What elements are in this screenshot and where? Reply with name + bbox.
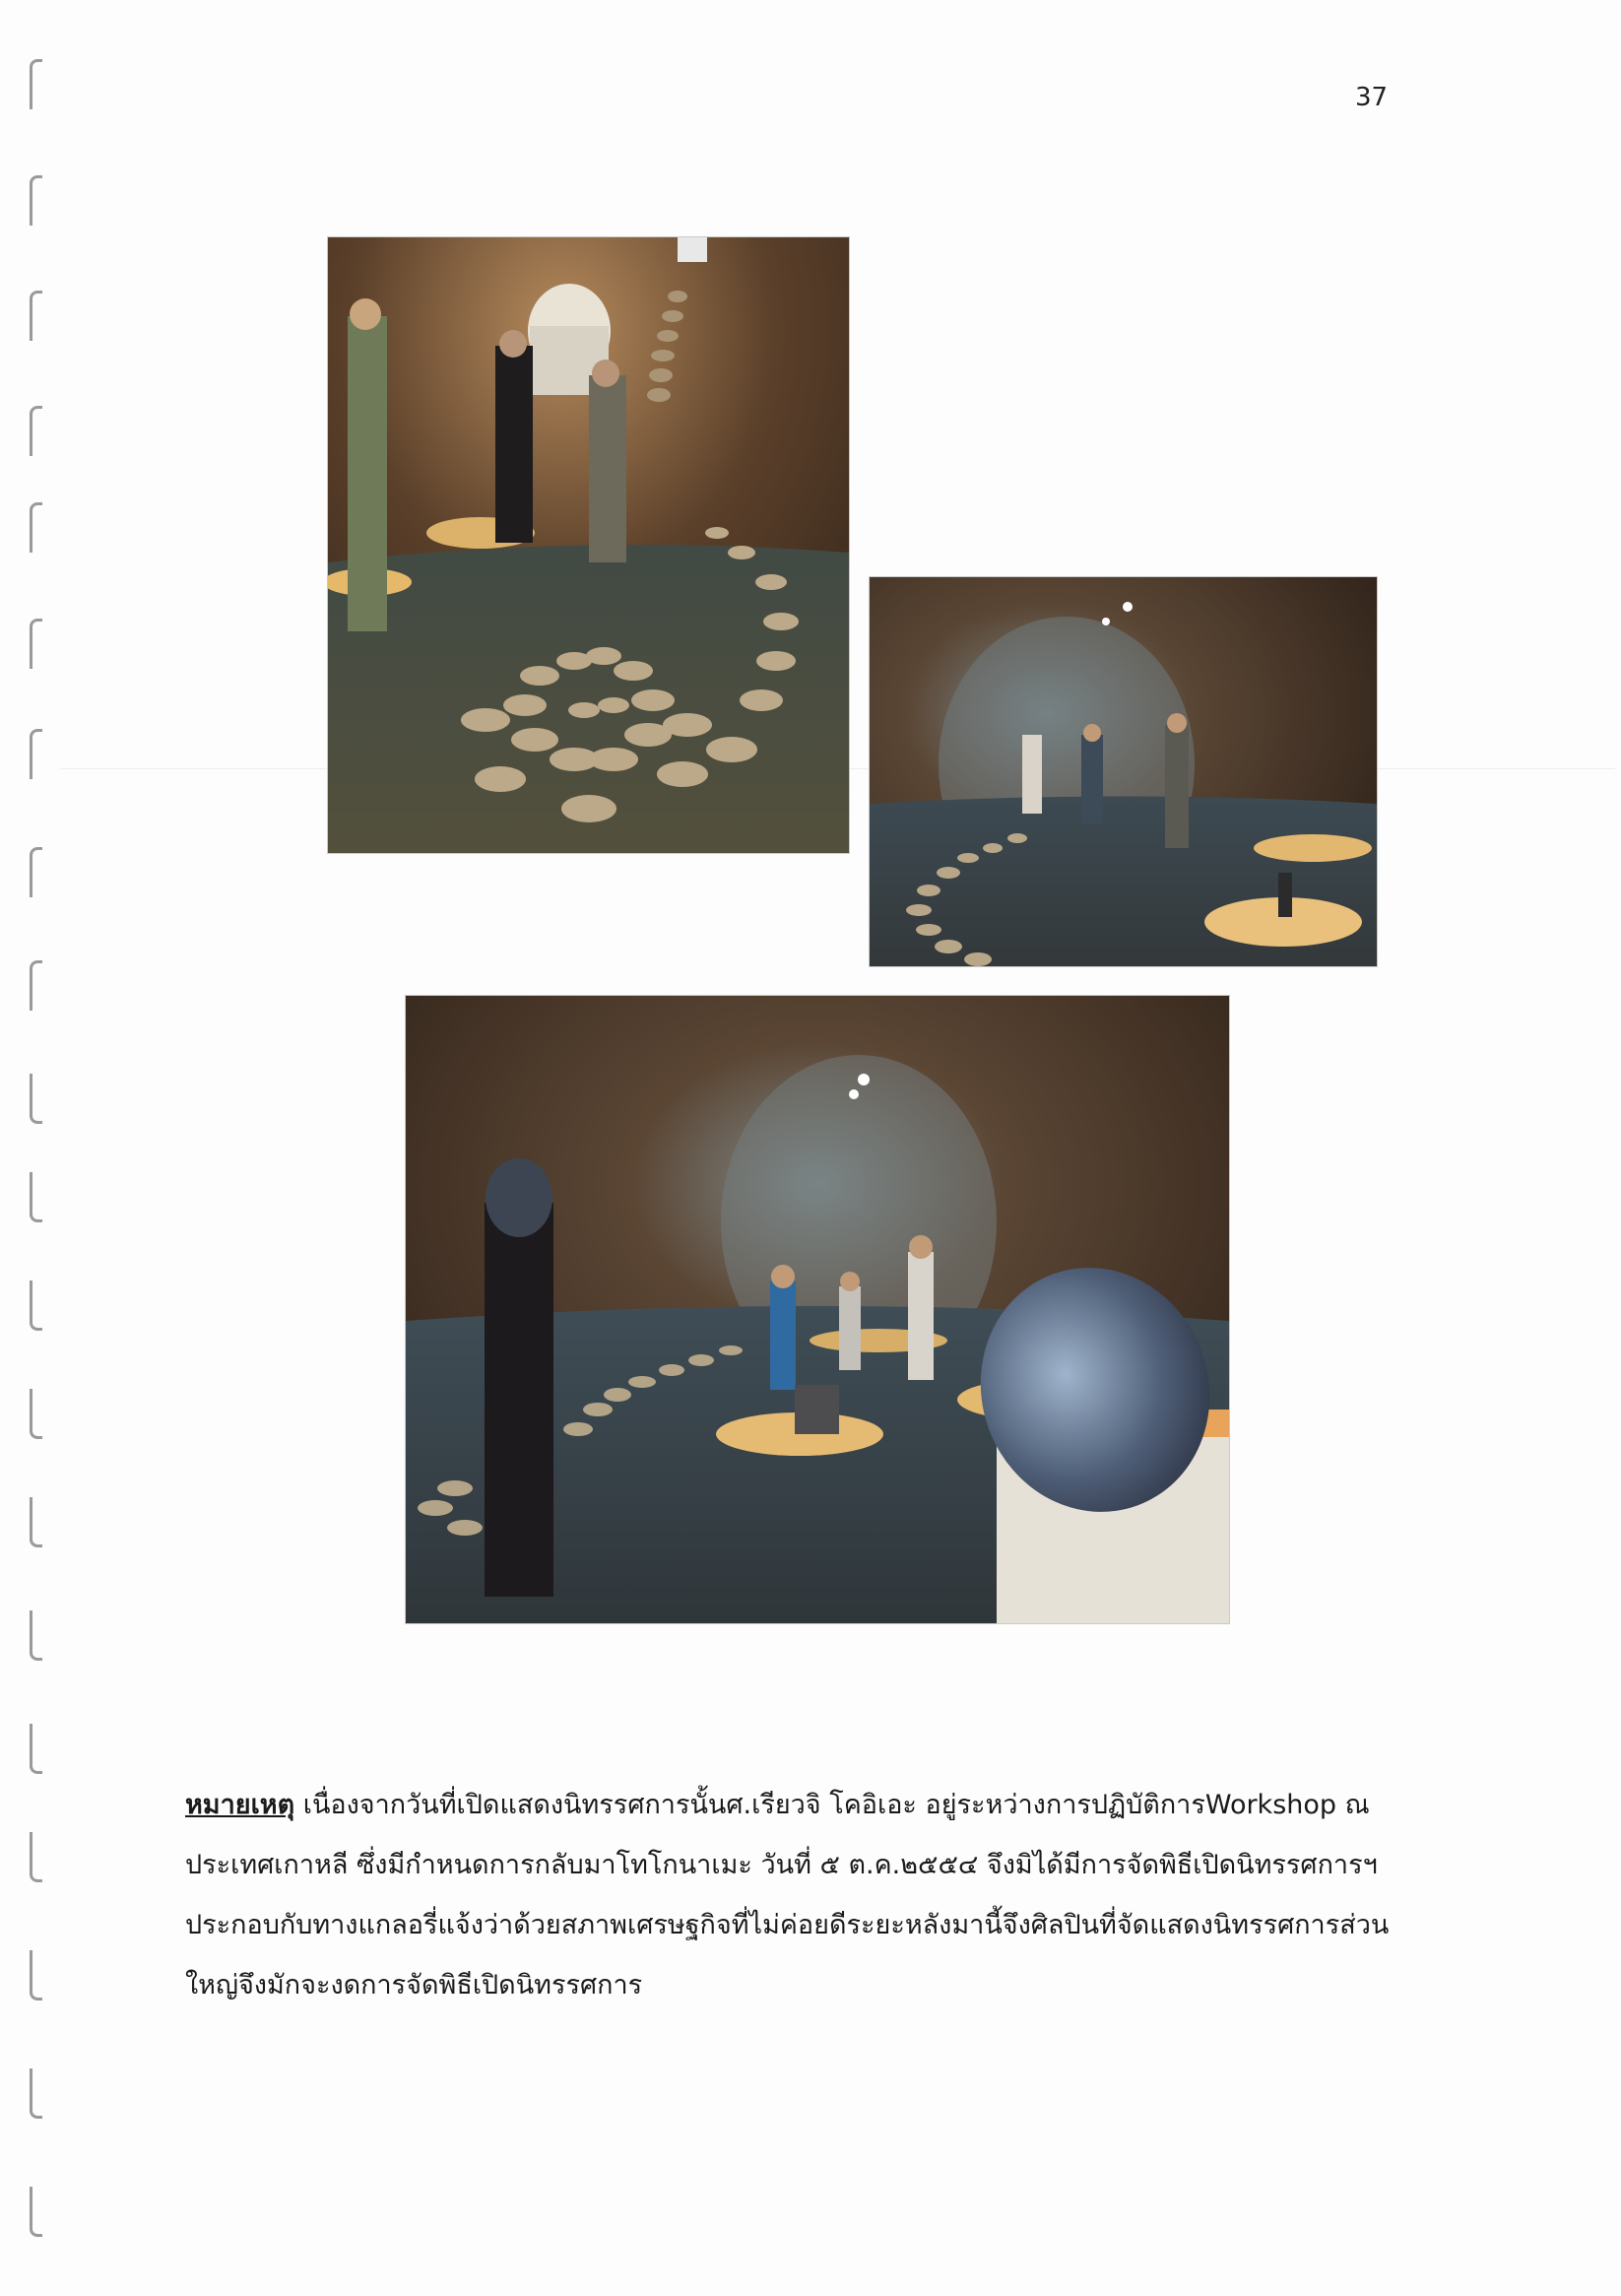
photo-tunnel-kiln-image	[870, 577, 1377, 966]
page-number: 37	[1355, 83, 1389, 112]
note-line-4: ใหญ่จึงมักจะงดการจัดพิธีเปิดนิทรรศการ	[185, 1970, 643, 2001]
gallery-photo-spiral-stones	[328, 237, 849, 853]
note-line-1	[185, 1775, 1426, 1835]
note-line-2: ประเทศเกาหลี ซึ่งมีกำหนดการกลับมาโทโกนาเมะ วันที่ ๕ ต.ค.๒๕๕๔ จึงมิได้มีการจัดพิธีเปิดนิทรรศการฯ	[185, 1850, 1378, 1880]
photo-spiral-stones-image	[328, 237, 849, 853]
binding-rings	[22, 59, 61, 2275]
note-line-1-text: เนื่องจากวันที่เปิดแสดงนิทรรศการนั้นศ.เรียวจิ โคอิเอะ อยู่ระหว่างการปฏิบัติการWorkshop ณ	[294, 1790, 1370, 1820]
note-line-3: ประกอบกับทางแกลอรี่แจ้งว่าด้วยสภาพเศรษฐกิจที่ไม่ค่อยดีระยะหลังมานี้จึงศิลปินที่จัดแสดงนิทรรศการส่วน	[185, 1910, 1390, 1940]
gallery-photo-tunnel-visitors	[406, 996, 1229, 1623]
note-paragraph	[185, 1775, 1426, 2015]
photo-tunnel-visitors-image	[406, 996, 1229, 1623]
gallery-photo-tunnel-kiln	[870, 577, 1377, 966]
note-label: หมายเหตุ	[185, 1790, 295, 1820]
